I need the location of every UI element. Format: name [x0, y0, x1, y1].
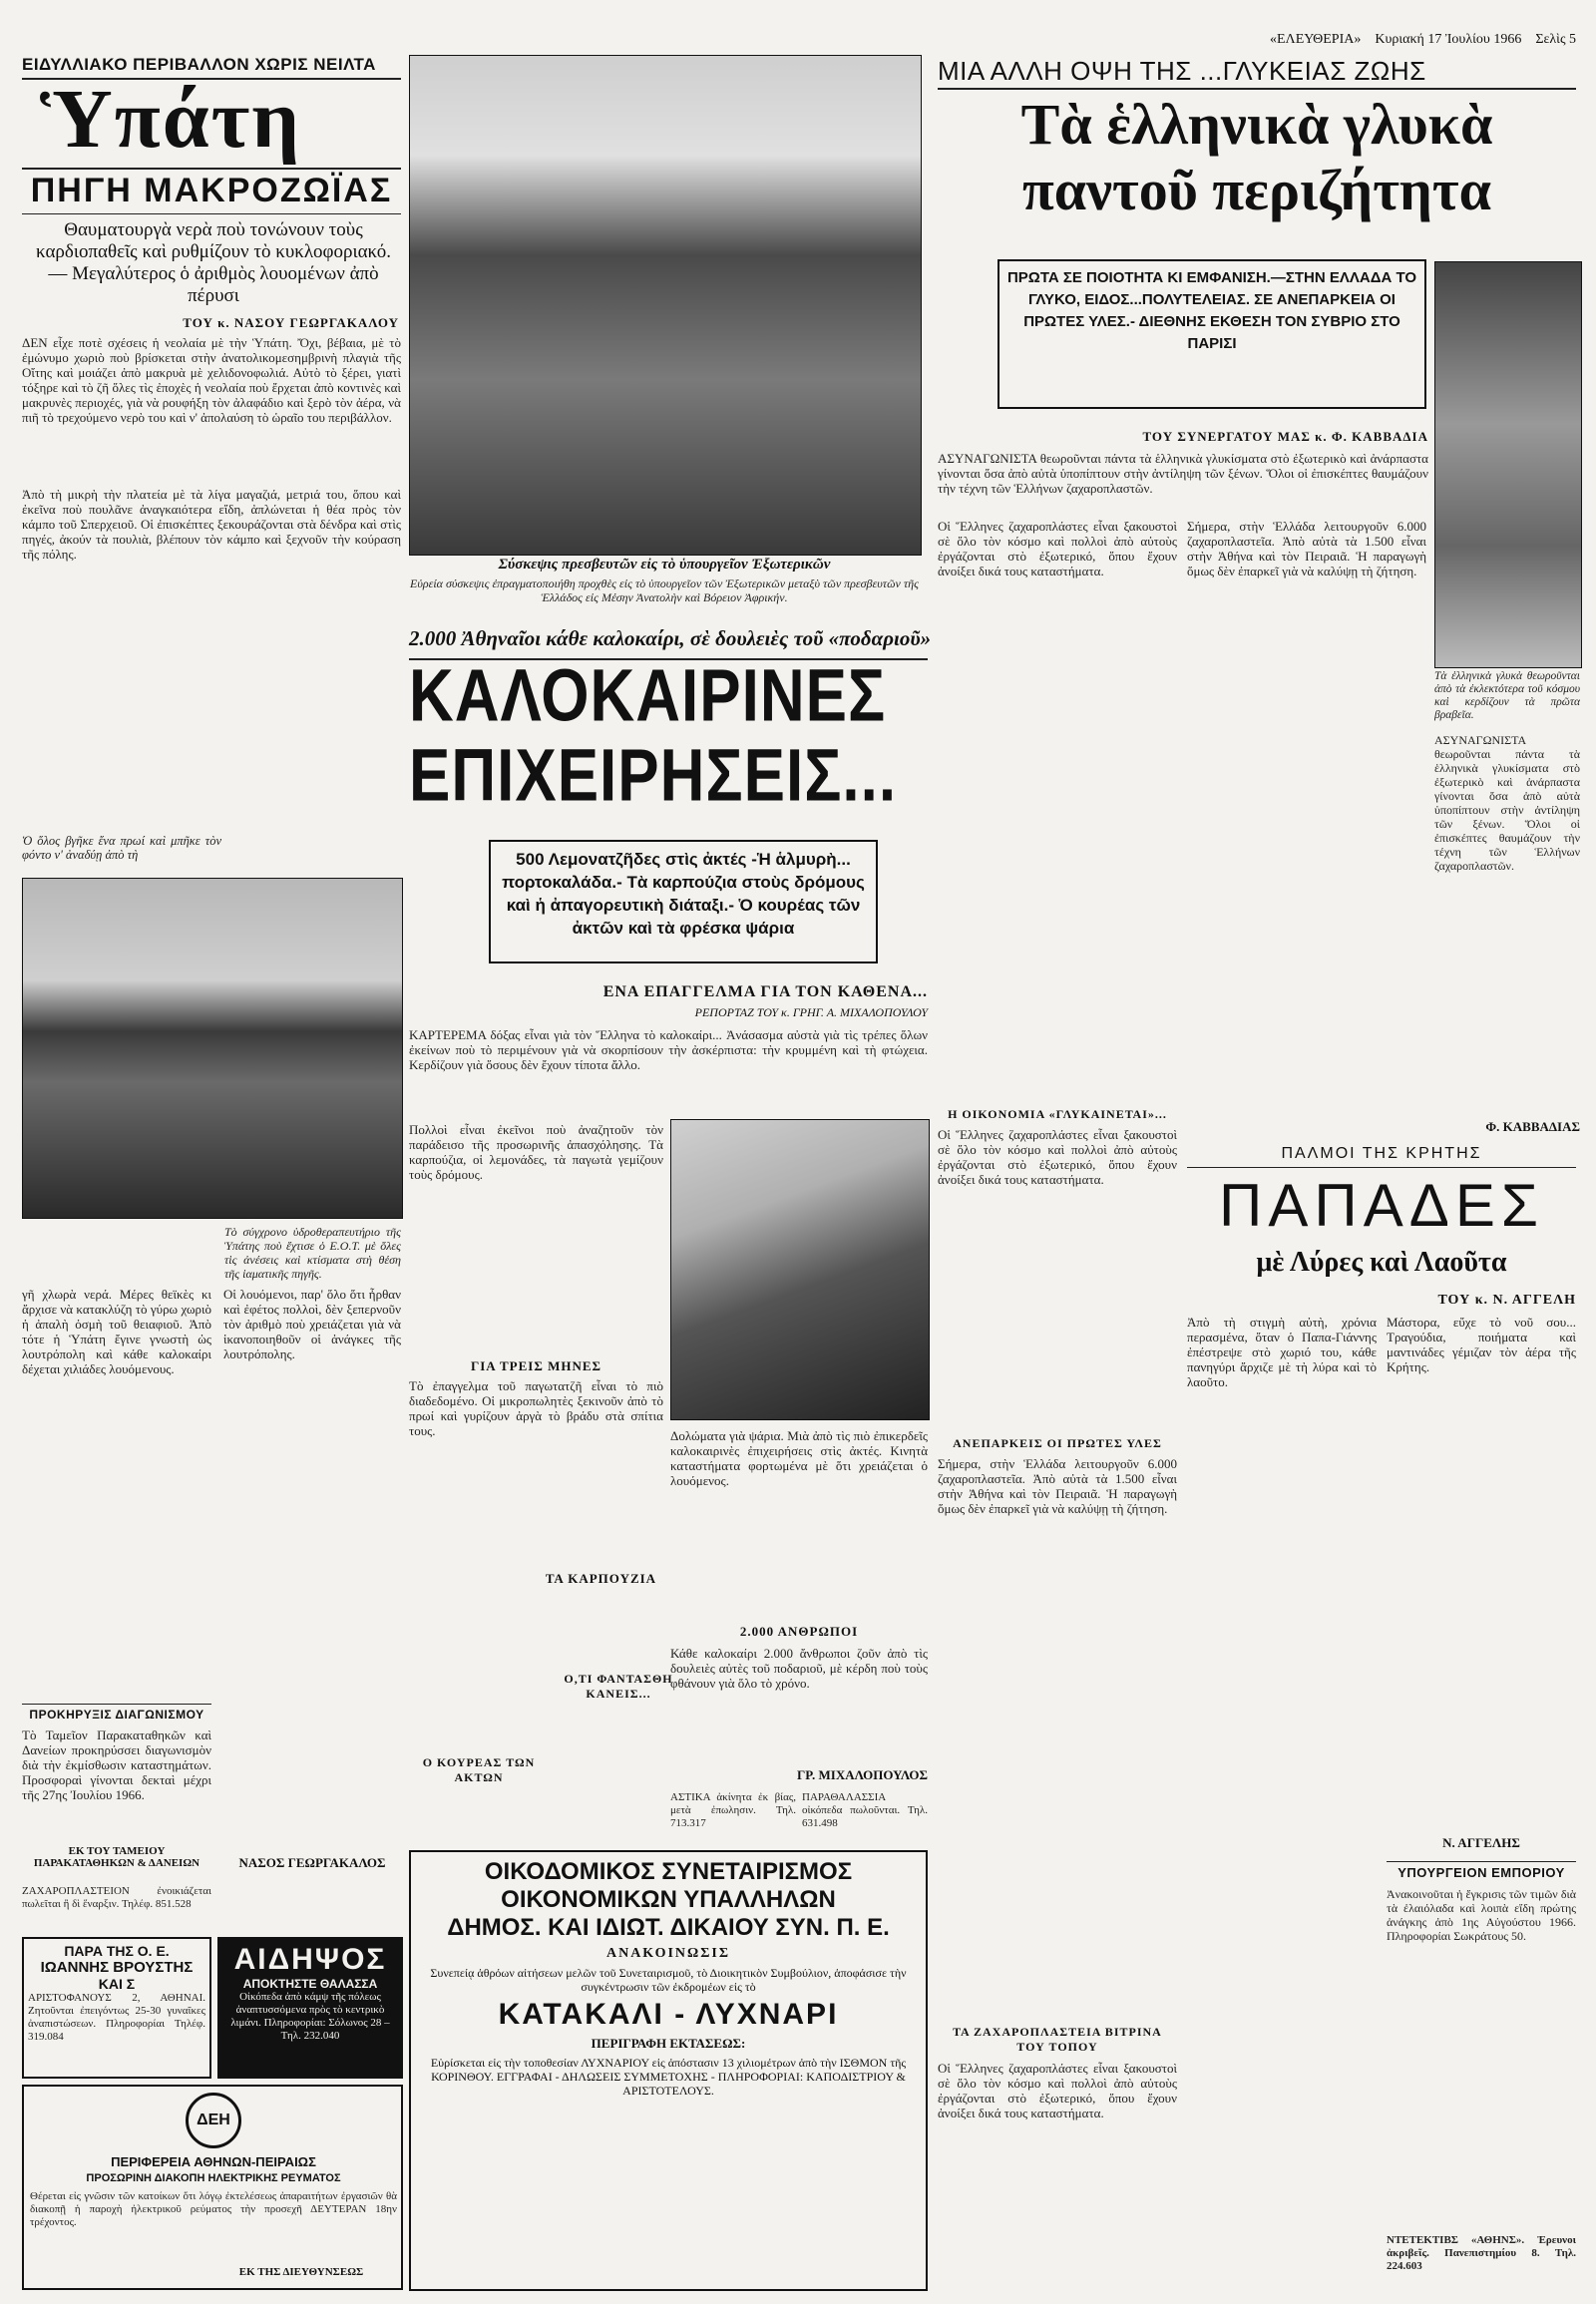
center-sign: ΓΡ. ΜΙΧΑΛΟΠΟΥΛΟΣ [796, 1767, 928, 1782]
col1-photo-hotel [22, 878, 403, 1219]
center-text2: Πολλοὶ εἶναι ἐκεῖνοι ποὺ ἀναζητοῦν τὸν παράδεισο τῆς προσωρινῆς ἀπασχόλησης. Τὰ καρπούζια, οἱ λεμονάδες, τὰ παγωτὰ γεμίζουν τοὺς δρόμους. [409, 1122, 663, 1182]
right-rule [938, 88, 1576, 90]
col1-box-rule [22, 1704, 211, 1705]
right-text4: Οἱ Ἕλληνες ζαχαροπλάστες εἶναι ξακουστοὶ σὲ ὅλο τὸν κόσμο καὶ πολλοὶ ἀπὸ αὐτοὺς ἐργάζονται στὸ ἐξωτερικό, ὅπου ἔχουν ἀνοίξει δικά τους καταστήματα. [938, 1127, 1177, 1187]
col1-title: Ὑπάτη [40, 73, 302, 166]
right-side-text: ΑΣΥΝΑΓΩΝΙΣΤΑ θεωροῦνται πάντα τὰ ἑλληνικὰ γλυκίσματα στὸ ἐξωτερικὸ καὶ ἀνάρπαστα γίνονται ὅσα ἀπὸ αὐτὰ ὑποπίπτουν στὴν ἀντίληψη τῶν ξένων. Ὅλοι οἱ ἐπισκέπτες θαυμάζουν τὴν τέχνη τῶν Ἑλλήνων ζαχαροπλαστῶν. [1434, 733, 1580, 873]
masthead-page: Σελὶς 5 [1535, 32, 1576, 47]
right-sub-1: Η ΟΙΚΟΝΟΜΙΑ «ΓΛΥΚΑΙΝΕΤΑΙ»... [948, 1107, 1167, 1121]
col1-box-text: Τὸ Ταμεῖον Παρακαταθηκῶν καὶ Δανείων προκηρύσσει διαγωνισμὸν διὰ τὴν ἐκμίσθωσιν καταστημάτων. Προσφοραὶ γίνονται δεκταὶ μέχρι τῆς 27ης Ἰουλίου 1966. [22, 1728, 211, 1802]
center-text4: Δολώματα γιὰ ψάρια. Μιὰ ἀπὸ τὶς πιὸ ἐπικερδεῖς καλοκαιρινὲς ἐπιχειρήσεις στὶς ἀκτές. Κινητὰ καταστήματα φορτωμένα μὲ ὅτι χρειάζεται ὁ λουόμενος. [670, 1428, 928, 1488]
right-headline-1: Τὰ ἑλληνικὰ γλυκὰ [1020, 92, 1493, 157]
masthead [938, 32, 1576, 52]
center-small-ad2: ΠΑΡΑΘΑΛΑΣΣΙΑ οἰκόπεδα πωλοῦνται. Τηλ. 631.498 [802, 1791, 928, 1829]
dei-logo-icon [186, 2093, 241, 2148]
center-subhead-2: ΤΑ ΚΑΡΠΟΥΖΙΑ [545, 1571, 657, 1586]
beach-photo [670, 1119, 930, 1420]
right-headline-2: παντοῦ περιζήτητα [1022, 158, 1491, 222]
papades-text2: Μάστορα, εὔχε τὸ νοῦ σου... Τραγούδια, ποιήματα καὶ μαντινάδες γέμιζαν τὸν ἀέρα τῆς Κρήτης. [1387, 1315, 1576, 1374]
col1-box-sign: ΕΚ ΤΟΥ ΤΑΜΕΙΟΥ ΠΑΡΑΚΑΤΑΘΗΚΩΝ & ΔΑΝΕΙΩΝ [33, 1845, 200, 1869]
col1-byline: ΤΟΥ κ. ΝΑΣΟΥ ΓΕΩΡΓΑΚΑΛΟΥ [183, 315, 399, 330]
dei-sub: ΠΡΟΣΩΡΙΝΗ ΔΙΑΚΟΠΗ ΗΛΕΚΤΡΙΚΗΣ ΡΕΥΜΑΤΟΣ [86, 2172, 341, 2184]
ad-aidipsos-sub: ΑΠΟΚΤΗΣΤΕ ΘΑΛΑΣΣΑ [242, 1977, 378, 1991]
coop-ad [409, 1850, 928, 2291]
ministry-text: Ἀνακοινοῦται ἡ ἔγκρισις τῶν τιμῶν διὰ τὰ ἐλαιόλαδα καὶ λοιπὰ εἴδη πρώτης ἀνάγκης ἀπὸ 1ης Αὐγούστου 1966. Πληροφορίαι Σωκράτους 50. [1387, 1887, 1576, 1943]
col1-text1: ΔΕΝ εἶχε ποτὲ σχέσεις ἡ νεολαία μὲ τὴν Ὑπάτη. Ὄχι, βέβαια, μὲ τὸ ἐμώνυμο χωριὸ ποὺ βρίσκεται στὴν ἀνατολικομεσημβρινὴ πλαγιὰ τῆς Οἴτης καὶ μοιάζει ἀπὸ μακρυὰ μὲ χελιδονοφωλιά. Αὐτὸ τὸ ξέρει, γιατὶ τόξηρε καὶ τὸ ζῆ ὅλες τὶς ἐποχὲς ἡ νεολαία ποὺ ἔρχεται ἀπὸ κοντινὲς καὶ μακρυνὲς περιοχές, γιὰ νὰ ρουφήξη τὸν ἀλαφάδιο καὶ ξερὸ τὸν ἀέρα, νὰ πιῆ τὸ τρεχούμενο νερὸ του καὶ ν' ἀπολαύση τὸ ὡραῖο του περιβάλλον. [22, 335, 401, 425]
papades-text1: Ἀπὸ τὴ στιγμὴ αὐτὴ, χρόνια περασμένα, ὅταν ὁ Παπα-Γιάννης ἐπέστρεψε στὸ χωριό του, κάθε πανηγύρι ἄρχιζε μὲ τὴ λύρα καὶ τὸ λαοῦτο. [1187, 1315, 1377, 1389]
ad-vroustis-line2: ΙΩΑΝΝΗΣ ΒΡΟΥΣΤΗΣ [40, 1959, 194, 1976]
right-byline: ΤΟΥ ΣΥΝΕΡΓΑΤΟΥ ΜΑΣ κ. Φ. ΚΑΒΒΑΔΙΑ [1142, 429, 1428, 444]
center-headline-2: ΕΠΙΧΕΙΡΗΣΕΙΣ... [409, 734, 898, 818]
col1-text2: Ἀπὸ τὴ μικρὴ τὴν πλατεία μὲ τὰ λίγα μαγαζιά, μετριά του, ὅπου καὶ ἐκεῖνα ποὺ πουλᾶνε ἀναγκαιότερα εἴδη, ἀπλώνεται ἡ θέα πρὸς τὸν κάμπο τοῦ Σπερχειοῦ. Οἱ ἐπισκέπτες ξεκουράζονται στὰ δένδρα καὶ στὶς πηγές, ἀκούν τὰ πουλιὰ, βλέπουν τὸν κάμπο καὶ ξεχνοῦν τὴν κούραση τῆς πόλης. [22, 487, 401, 562]
papades-rule [1187, 1167, 1576, 1168]
right-box-text: ΠΡΩΤΑ ΣΕ ΠΟΙΟΤΗΤΑ ΚΙ ΕΜΦΑΝΙΣΗ.—ΣΤΗΝ ΕΛΛΑΔΑ ΤΟ ΓΛΥΚΟ, ΕΙΔΟΣ...ΠΟΛΥΤΕΛΕΙΑΣ. ΣΕ ΑΝΕΠΑΡΚΕΙΑ ΟΙ ΠΡΩΤΕΣ ΥΛΕΣ.- ΔΙΕΘΝΗΣ ΕΚΘΕΣΗ ΤΟΝ ΣΥΒΡΙΟ ΣΤΟ ΠΑΡΙΣΙ [1006, 269, 1417, 352]
center-subhead-5: 2.000 ΑΝΘΡΩΠΟΙ [739, 1624, 859, 1639]
ad-dei [22, 2085, 403, 2290]
papades-sign: Ν. ΑΓΓΕΛΗΣ [1442, 1835, 1520, 1850]
center-subhead-3: Ο ΚΟΥΡΕΑΣ ΤΩΝ ΑΚΤΩΝ [422, 1755, 536, 1784]
right-sub-3: ΤΑ ΖΑΧΑΡΟΠΛΑΣΤΕΙΑ ΒΙΤΡΙΝΑ ΤΟΥ ΤΟΠΟΥ [953, 2025, 1162, 2054]
center-headline-1: ΚΑΛΟΚΑΙΡΙΝΕΣ [409, 654, 887, 738]
center-box-text: 500 Λεμονατζῆδες στὶς ἀκτές -Ἡ ἁλμυρὴ... πορτοκαλάδα.- Τὰ καρπούζια στοὺς δρόμους καὶ ἡ ἀπαγορευτικὴ διάταξι.- Ὁ κουρέας τῶν ἀκτῶν καὶ τὰ φρέσκα ψάρια [502, 850, 865, 938]
coop-desc: Εὑρίσκεται εἰς τὴν τοποθεσίαν ΛΥΧΝΑΡΙΟΥ εἰς ἀπόστασιν 13 χιλιομέτρων ἀπὸ τὴν ΙΣΘΜΟΝ τῆς ΚΟΡΙΝΘΟΥ. ΕΓΓΡΑΦΑΙ - ΔΗΛΩΣΕΙΣ ΣΥΜΜΕΤΟΧΗΣ - ΠΛΗΡΟΦΟΡΙΑΙ: ΚΑΠΟΔΙΣΤΡΙΟΥ & ΑΡΙΣΤΟΤΕΛΟΥΣ. [430, 2056, 907, 2098]
meeting-photo [409, 55, 922, 556]
dei-title: ΠΕΡΙΦΕΡΕΙΑ ΑΘΗΝΩΝ-ΠΕΙΡΑΙΩΣ [111, 2154, 316, 2169]
papades-byline: ΤΟΥ κ. Ν. ΑΓΓΕΛΗ [1437, 1293, 1576, 1308]
ministry-title: ΥΠΟΥΡΓΕΙΟΝ ΕΜΠΟΡΙΟΥ [1397, 1865, 1565, 1880]
dei-text: Θέρεται εἰς γνῶσιν τῶν κατοίκων ὅτι λόγῳ ἐκτελέσεως ἀπαραιτήτων ἐργασιῶν θὰ διακοπῇ ἡ παροχὴ ἠλεκτρικοῦ ρεύματος τὴν προσεχῆ ΔΕΥΤΕΡΑΝ 18ην τρέχοντος. [30, 2190, 397, 2228]
col1-text3: γῆ χλωρὰ νερά. Μέρες θεϊκὲς κι ἄρχισε νὰ κατακλύζη τὸ γύρω χωριὸ ἡ ἀπαλὴ ὀσμὴ τοῦ θειαφιοῦ. Ἀπὸ τότε ἡ Ὑπάτη ἔγινε γνωστὴ ὡς λουτρόπολη καὶ κάθε καλοκαίρι δέχεται χιλιάδες λουόμενους. [22, 1287, 211, 1376]
dei-logo-text: ΔΕΗ [197, 2112, 230, 2128]
center-section: ΕΝΑ ΕΠΑΓΓΕΛΜΑ ΓΙΑ ΤΟΝ ΚΑΘΕΝΑ... [602, 983, 928, 1000]
ministry-footer: ΝΤΕΤΕΚΤΙΒΣ «ΑΘΗΝΣ». Ἐρευνοι ἀκριβεῖς. Πανεπιστημίου 8. Τηλ. 224.603 [1387, 2234, 1576, 2272]
right-sub-2: ΑΝΕΠΑΡΚΕΙΣ ΟΙ ΠΡΩΤΕΣ ΥΛΕΣ [953, 1436, 1162, 1450]
right-text5: Σήμερα, στὴν Ἑλλάδα λειτουργοῦν 6.000 ζαχαροπλαστεῖα. Ἀπὸ αὐτὰ τὰ 1.500 εἶναι στὴν Ἀθήνα καὶ τὸν Πειραιᾶ. Ἡ παραγωγὴ ὅμως δὲν ἐπαρκεῖ γιὰ νὰ καλύψῃ τὴ ζήτηση. [938, 1456, 1177, 1516]
papades-sub: μὲ Λύρες καὶ Λαοῦτα [1256, 1247, 1507, 1278]
ministry-rule [1387, 1861, 1576, 1862]
papades-kicker: ΠΑΛΜΟΙ ΤΗΣ ΚΡΗΤΗΣ [1281, 1145, 1482, 1162]
col1-kicker: ΕΙΔΥΛΛΙΑΚΟ ΠΕΡΙΒΑΛΛΟΝ ΧΩΡΙΣ ΝΕΙΛΤΑ [22, 55, 376, 74]
sweets-caption: Τὰ ἑλληνικὰ γλυκὰ θεωροῦνται ἀπὸ τὰ ἐκλεκτότερα τοῦ κόσμου καὶ κερδίζουν τὰ πρῶτα βραβεῖα. [1434, 670, 1580, 721]
coop-announce: ΑΝΑΚΟΙΝΩΣΙΣ [605, 1946, 731, 1961]
papades-title: ΠΑΠΑΔΕΣ [1219, 1172, 1544, 1239]
meeting-caption: Εὐρεία σύσκεψις ἐπραγματοποιήθη προχθὲς εἰς τὸ ὑπουργεῖον τῶν Ἐξωτερικῶν μεταξὺ τῶν πρεσβευτῶν τῆς Ἑλλάδος εἰς Μέσην Ἀνατολὴν καὶ Βόρειον Ἀφρικήν. [410, 576, 919, 604]
right-kicker: ΜΙΑ ΑΛΛΗ ΟΨΗ ΤΗΣ ...ΓΛΥΚΕΙΑΣ ΖΩΗΣ [938, 56, 1426, 86]
ad-vroustis [22, 1937, 211, 2079]
center-box [489, 840, 878, 963]
meeting-caption-title: Σύσκεψις πρεσβευτῶν εἰς τὸ ὑπουργεῖον Ἐξωτερικῶν [498, 557, 831, 573]
right-box [998, 259, 1426, 409]
coop-place: ΚΑΤΑΚΑΛΙ - ΛΥΧΝΑΡΙ [498, 1998, 839, 2031]
right-text3: Σήμερα, στὴν Ἑλλάδα λειτουργοῦν 6.000 ζαχαροπλαστεῖα. Ἀπὸ αὐτὰ τὰ 1.500 εἶναι στὴν Ἀθήνα καὶ τὸν Πειραιᾶ. Ἡ παραγωγὴ ὅμως δὲν ἐπαρκεῖ γιὰ νὰ καλύψῃ τὴ ζήτηση. [1187, 519, 1426, 578]
col1-deck: Θαυματουργὰ νερὰ ποὺ τονώνουν τοὺς καρδιοπαθεῖς καὶ ρυθμίζουν τὸ κυκλοφοριακό.— Μεγαλύτερος ὁ ἀριθμὸς λουομένων ἀπὸ πέρυσι [36, 219, 391, 306]
center-reportage: ΡΕΠΟΡΤΑΖ ΤΟΥ κ. ΓΡΗΓ. Α. ΜΙΧΑΛΟΠΟΥΛΟΥ [694, 1005, 928, 1019]
ad-vroustis-line3: ΚΑΙ Σ [98, 1976, 136, 1992]
center-text5: Κάθε καλοκαίρι 2.000 ἄνθρωποι ζοῦν ἀπὸ τὶς δουλειὲς αὐτὲς τοῦ ποδαριοῦ, μὲ κέρδη ποὺ τοὺς φθάνουν γιὰ ὅλο τὸ χρόνο. [670, 1646, 928, 1691]
right-text2: Οἱ Ἕλληνες ζαχαροπλάστες εἶναι ξακουστοὶ σὲ ὅλο τὸν κόσμο καὶ πολλοὶ ἀπὸ αὐτοὺς ἐργάζονται στὸ ἐξωτερικό, ὅπου ἔχουν ἀνοίξει δικά τους καταστήματα. [938, 519, 1177, 578]
right-text6: Οἱ Ἕλληνες ζαχαροπλάστες εἶναι ξακουστοὶ σὲ ὅλο τὸν κόσμο καὶ πολλοὶ ἀπὸ αὐτοὺς ἐργάζονται στὸ ἐξωτερικό, ὅπου ἔχουν ἀνοίξει δικά τους καταστήματα. [938, 2061, 1177, 2120]
ad-vroustis-line1: ΠΑΡΑ ΤΗΣ Ο. Ε. [64, 1943, 170, 1959]
col1-subtitle: ΠΗΓΗ ΜΑΚΡΟΖΩΪΑΣ [30, 172, 393, 209]
coop-intro: Συνεπείᾳ ἀθρόων αἰτήσεων μελῶν τοῦ Συνεταιρισμοῦ, τὸ Διοικητικὸν Συμβούλιον, ἀποφάσισε τὴν συγκέντρωσιν τῶν ἐκδρομέων εἰς τὸ [430, 1966, 907, 1994]
center-kicker: 2.000 Ἀθηναῖοι κάθε καλοκαίρι, σὲ δουλειὲς τοῦ «ποδαριοῦ» [409, 626, 932, 650]
masthead-date: Κυριακή 17 Ἰουλίου 1966 [1375, 32, 1522, 47]
dei-sign: ΕΚ ΤΗΣ ΔΙΕΥΘΥΝΣΕΩΣ [238, 2266, 364, 2278]
ad-aidipsos-title: ΑΙΔΗΨΟΣ [233, 1943, 387, 1976]
col1-box-title: ΠΡΟΚΗΡΥΞΙΣ ΔΙΑΓΩΝΙΣΜΟΥ [29, 1708, 204, 1722]
ad-aidipsos-text: Οἰκόπεδα ἀπὸ κάμψ τῆς πόλεως ἀναπτυσσόμενα πρὸς τὸ κεντρικὸ λιμάνι. Πληροφορίαι: Σόλωνος 28 – Τηλ. 232.040 [230, 1991, 390, 2042]
col1-ad1: ΖΑΧΑΡΟΠΛΑΣΤΕΙΟΝ ἐνοικιάζεται πωλεῖται ἢ δὶ ἕναρξιν. Τηλέφ. 851.528 [22, 1885, 211, 1910]
center-text3: Τὸ ἐπαγγελμα τοῦ παγωτατζῆ εἶναι τὸ πιὸ διαδεδομένο. Οἱ μικροπωλητὲς ξεκινοῦν ἀπὸ τὸ πρωί καὶ γυρίζουν ἀργὰ τὸ βράδυ στὰ σπίτια τους. [409, 1378, 663, 1438]
ad-aidipsos [217, 1937, 403, 2079]
ad-vroustis-text: ΑΡΙΣΤΟΦΑΝΟΥΣ 2, ΑΘΗΝΑΙ. Ζητοῦνται ἐπειγόντως 25-30 γυναῖκες ἀναπιστώσεων. Πληροφορίαι Τηλέφ. 319.084 [28, 1992, 205, 2043]
coop-title-1: ΟΙΚΟΔΟΜΙΚΟΣ ΣΥΝΕΤΑΙΡΙΣΜΟΣ ΟΙΚΟΝΟΜΙΚΩΝ ΥΠΑΛΛΗΛΩΝ [484, 1858, 853, 1913]
masthead-paper: «ΕΛΕΥΘΕΡΙΑ» [1270, 32, 1362, 47]
center-subhead-1: ΓΙΑ ΤΡΕΙΣ ΜΗΝΕΣ [470, 1358, 602, 1373]
col1-rule-2 [22, 168, 401, 170]
center-subhead-4: Ο,ΤΙ ΦΑΝΤΑΣΘΗ ΚΑΝΕΙΣ... [564, 1672, 673, 1701]
col1-photo-caption: Ὁ ὅλος βγῆκε ἕνα πρωί καὶ μπῆκε τὸν φόντο ν' ἀναδύῃ ἀπὸ τὴ [22, 834, 221, 862]
col1-rule-3 [22, 213, 401, 214]
col1-end-byline: ΝΑΣΟΣ ΓΕΩΡΓΑΚΑΛΟΣ [238, 1855, 386, 1870]
right-sign: Φ. ΚΑΒΒΑΔΙΑΣ [1485, 1119, 1580, 1134]
sweets-photo [1434, 261, 1582, 668]
coop-desc-title: ΠΕΡΙΓΡΑΦΗ ΕΚΤΑΣΕΩΣ: [591, 2036, 746, 2051]
coop-title-2: ΔΗΜΟΣ. ΚΑΙ ΙΔΙΩΤ. ΔΙΚΑΙΟΥ ΣΥΝ. Π. Ε. [447, 1914, 890, 1941]
col1-photo2-caption: Τὸ σύγχρονο ὑδροθεραπευτήριο τῆς Ὑπάτης ποὺ ἔχτισε ὁ Ε.Ο.Τ. μὲ ὅλες τὶς ἀνέσεις καὶ κτίσματα στὴ θέση τῆς ἱαματικῆς πηγῆς. [224, 1225, 401, 1281]
right-text1: ΑΣΥΝΑΓΩΝΙΣΤΑ θεωροῦνται πάντα τὰ ἑλληνικὰ γλυκίσματα στὸ ἐξωτερικὸ καὶ ἀνάρπαστα γίνονται ὅσα ἀπὸ αὐτὰ ὑποπίπτουν στὴν ἀντίληψη τῶν ξένων. Ὅλοι οἱ ἐπισκέπτες θαυμάζουν τὴν τέχνη τῶν Ἑλλήνων ζαχαροπλαστῶν. [938, 451, 1428, 496]
center-text1: ΚΑΡΤΕΡΕΜΑ δόξας εἶναι γιὰ τὸν Ἕλληνα τὸ καλοκαίρι... Ἀνάσασμα αὐστὰ γιὰ τὶς τρέπες ὅλων ἐκείνων ποὺ τὸ περιμένουν γιὰ νὰ σκορπίσουν τὴν ἀσκέρπιστα: τὴν κρυμμένη καὶ τὴ φτώχεια. Κερδίζουν γιὰ ὅσους δὲν ἔχουν τίποτα ἄλλο. [409, 1027, 928, 1072]
col2-text2: Οἱ λουόμενοι, παρ' ὅλο ὅτι ἦρθαν καὶ ἐφέτος πολλοὶ, δὲν ξεπερνοῦν τὸν ἀριθμὸ ποὺ χρειάζεται γιὰ νὰ ἱκανοποιηθοῦν οἱ ἀνάγκες τῆς λουτρόπολης. [223, 1287, 401, 1361]
center-small-ad1: ΑΣΤΙΚΑ ἀκίνητα ἐκ βίας, μετὰ ἐπωλησιν. Τηλ. 713.317 [670, 1791, 796, 1829]
